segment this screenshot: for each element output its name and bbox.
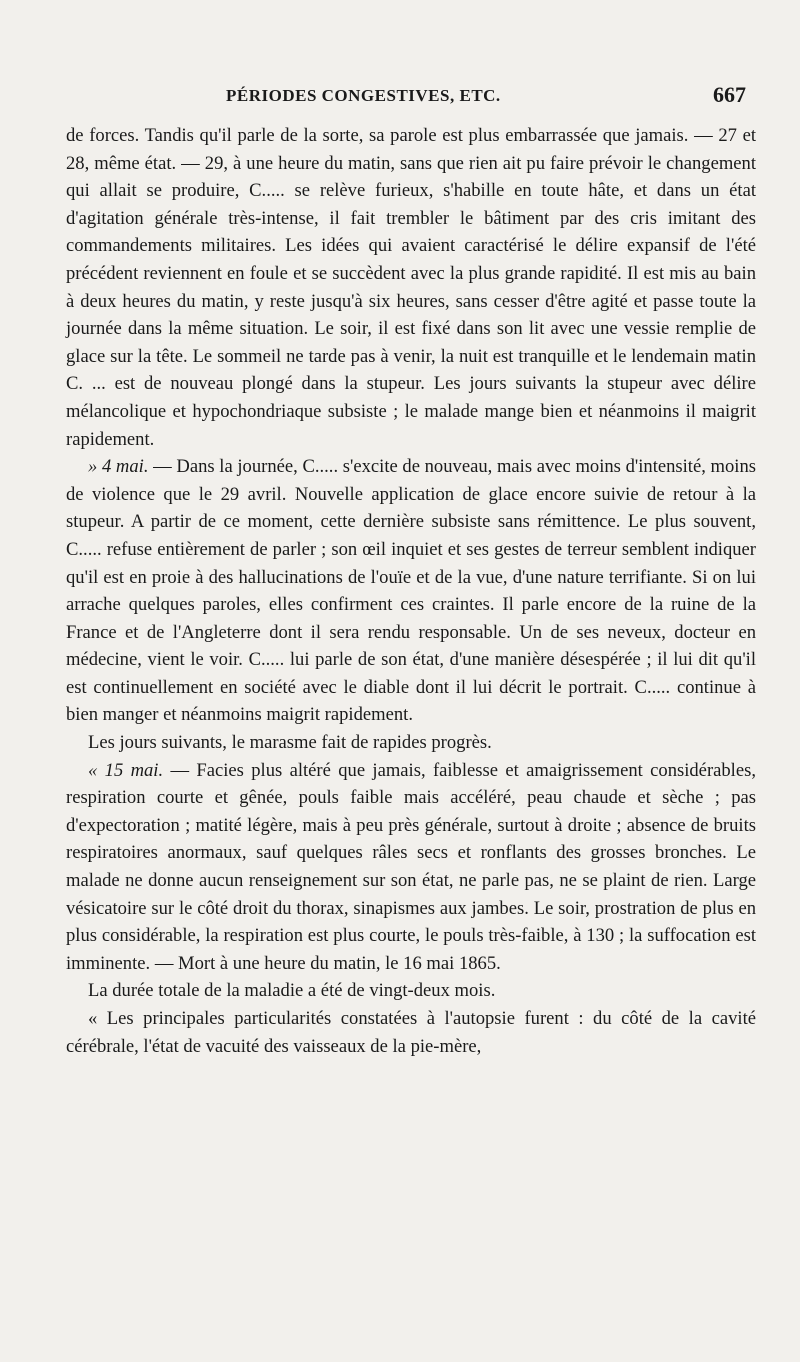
page-number: 667 (713, 82, 746, 107)
entry-date: « 15 mai. (88, 759, 164, 781)
paragraph (66, 757, 756, 978)
paragraph-text: « Les principales particularités constatées à l'autopsie furent : du côté de la cavité cérébrale, l'état de vacuité des vaisseaux de la pie-mère, (66, 1008, 756, 1057)
paragraph-text: — Facies plus altéré que jamais, faiblesse et amaigrissement considérables, respiration courte et gênée, pouls faible mais accéléré, peau chaude et sèche ; pas d'expectoration ; matité légère, mais à peu près générale, surtout à droite ; absence de bruits respiratoires anormaux, sauf quelques râles secs et ronflants des grosses bronches. Le malade ne donne aucun renseignement sur son état, ne parle pas, ne se plaint de rien. Large vésicatoire sur le côté droit du thorax, sinapismes aux jambes. Le soir, prostration de plus en plus considérable, la respiration est plus courte, le pouls très-faible, à 130 ; la suffocation est imminente. — Mort à une heure du matin, le 16 mai 1865. (66, 759, 756, 974)
paragraph (66, 122, 756, 453)
paragraph (66, 453, 756, 729)
paragraph-text: Les jours suivants, le marasme fait de rapides progrès. (88, 732, 492, 754)
running-title: PÉRIODES CONGESTIVES, ETC. (226, 86, 501, 105)
paragraph-text: La durée totale de la maladie a été de vingt-deux mois. (88, 980, 496, 1002)
book-page (66, 82, 757, 1060)
paragraph (66, 977, 756, 1005)
running-head (66, 82, 756, 122)
paragraph (66, 1005, 756, 1060)
paragraph-text: de forces. Tandis qu'il parle de la sorte, sa parole est plus embarrassée que jamais. — 27 et 28, même état. — 29, à une heure du matin, sans que rien ait pu faire prévoir le changement qui allait se produire, C..... se relève furieux, s'habille en toute hâte, et dans un état d'agitation générale très-intense, il fait trembler le bâtiment par des cris imitant des commandements militaires. Les idées qui avaient caractérisé le délire expansif de l'été précédent reviennent en foule et se succèdent avec la plus grande rapidité. Il est mis au bain à deux heures du matin, y reste jusqu'à six heures, sans cesser d'être agité et passe toute la journée dans la même situation. Le soir, il est fixé dans son lit avec une vessie remplie de glace sur la tête. Le sommeil ne tarde pas à venir, la nuit est tranquille et le lendemain matin C. ... est de nouveau plongé dans la stupeur. Les jours suivants la stupeur avec délire mélancolique et hypochondriaque subsiste ; le malade mange bien et néanmoins il maigrit rapidement. (66, 125, 756, 450)
paragraph (66, 729, 756, 757)
entry-date: » 4 mai. (88, 456, 149, 478)
paragraph-text: — Dans la journée, C..... s'excite de nouveau, mais avec moins d'intensité, moins de violence que le 29 avril. Nouvelle application de glace encore suivie de retour à la stupeur. A partir de ce moment, cette dernière subsiste sans rémittence. Le plus souvent, C..... refuse entièrement de parler ; son œil inquiet et ses gestes de terreur semblent indiquer qu'il est en proie à des hallucinations de l'ouïe et de la vue, d'une nature terrifiante. Si on lui arrache quelques paroles, elles confirment ces craintes. Il parle encore de la ruine de la France et de l'Angleterre dont il sera rendu responsable. Un de ses neveux, docteur en médecine, vient le voir. C..... lui parle de son état, d'une manière désespérée ; il lui dit qu'il est continuellement en société avec le diable dont il lui décrit le portrait. C..... continue à bien manger et néanmoins maigrit rapidement. (66, 456, 757, 726)
body-text (66, 122, 756, 1060)
